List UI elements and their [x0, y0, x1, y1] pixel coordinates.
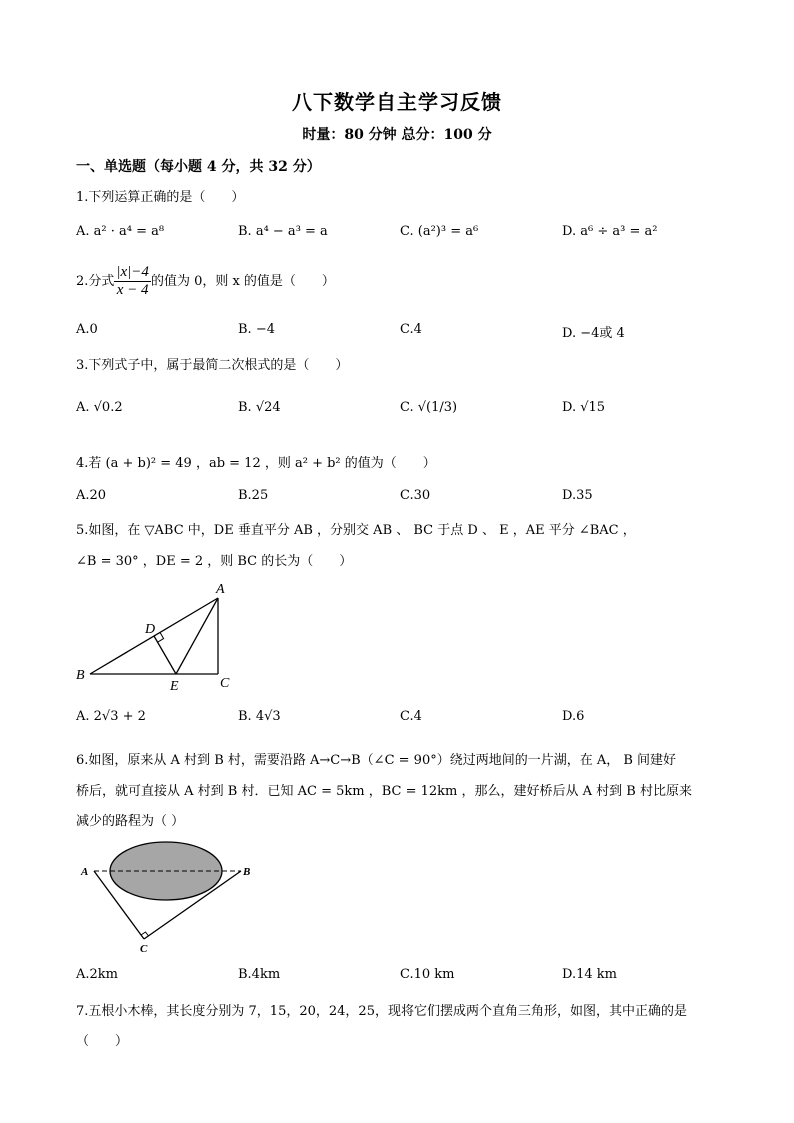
fraction: [114, 264, 151, 299]
label-b: B: [76, 668, 85, 683]
q4-option-d: D.35: [562, 488, 593, 503]
segment-de: [154, 636, 176, 674]
fraction-numerator: |x|−4: [116, 264, 149, 280]
page-title: 八下数学自主学习反馈: [292, 90, 502, 114]
q2-option-d: D. −4或 4: [562, 326, 625, 341]
q3-option-a: A. √0.2: [76, 400, 123, 415]
q6-option-a: A.2km: [76, 967, 118, 982]
question-4-stem: 4.若 (a + b)² = 49 ，ab = 12 ，则 a² + b² 的值为（ ）: [76, 456, 436, 471]
question-6-line-3: 减少的路程为（ ）: [76, 814, 185, 829]
q1-option-d: D. a⁶ ÷ a³ = a²: [562, 224, 658, 239]
q1-option-b: B. a⁴ − a³ = a: [238, 224, 328, 239]
q2-option-b: B. −4: [238, 322, 275, 337]
q5-option-d: D.6: [562, 709, 585, 724]
question-1-stem: 1.下列运算正确的是（ ）: [76, 190, 245, 205]
question-6-line-2: 桥后，就可直接从 A 村到 B 村．已知 AC = 5km ，BC = 12km ，那么，建好桥后从 A 村到 B 村比原来: [76, 784, 692, 799]
q5-option-a: A. 2√3 + 2: [76, 709, 146, 724]
label-c: C: [140, 943, 148, 955]
q3-option-d: D. √15: [562, 400, 606, 415]
q2-suffix: 的值为 0，则 x 的值是（ ）: [150, 274, 335, 289]
section-heading: 一、单选题（每小题 4 分，共 32 分）: [76, 159, 321, 175]
q2-option-a: A.0: [76, 322, 98, 337]
q2-option-c: C.4: [400, 322, 422, 337]
q1-option-c: C. (a²)³ = a⁶: [400, 224, 479, 239]
label-a: A: [81, 866, 89, 878]
lake-bridge-figure: [76, 838, 266, 958]
q5-option-c: C.4: [400, 709, 422, 724]
question-7-line-1: 7.五根小木棒，其长度分别为 7，15，20，24，25，现将它们摆成两个直角三角形，如图，其中正确的是: [76, 1004, 687, 1019]
q5-option-b: B. 4√3: [238, 709, 281, 724]
q6-option-d: D.14 km: [562, 967, 617, 982]
q4-option-a: A.20: [76, 488, 107, 503]
label-d: D: [145, 622, 156, 637]
question-6-line-1: 6.如图，原来从 A 村到 B 村，需要沿路 A→C→B（∠C = 90°）绕过两地间的一片湖，在 A， B 间建好: [76, 753, 677, 768]
triangle-abc-figure: [70, 578, 250, 694]
q6-option-b: B.4km: [238, 967, 281, 982]
q3-option-b: B. √24: [238, 400, 281, 415]
label-c: C: [220, 676, 230, 691]
exam-info: 时量：80 分钟 总分：100 分: [302, 127, 492, 143]
q3-option-c: C. √(1/3): [400, 400, 458, 415]
question-7-line-2: （ ）: [76, 1034, 129, 1049]
question-5-line-1: 5.如图，在 ▽ABC 中，DE 垂直平分 AB ，分别交 AB 、 BC 于点 D 、 E ，AE 平分 ∠BAC ，: [76, 523, 636, 538]
fraction-denominator: x − 4: [116, 282, 149, 298]
q4-option-b: B.25: [238, 488, 269, 503]
q6-option-c: C.10 km: [400, 967, 455, 982]
question-3-stem: 3.下列式子中，属于最简二次根式的是（ ）: [76, 358, 349, 373]
question-5-line-2: ∠B = 30° ，DE = 2 ，则 BC 的长为（ ）: [76, 554, 353, 569]
label-a: A: [216, 582, 225, 597]
q4-option-c: C.30: [400, 488, 431, 503]
label-e: E: [170, 679, 179, 694]
label-b: B: [243, 866, 251, 878]
question-2-stem: [76, 264, 335, 299]
segment-ae: [176, 598, 218, 674]
q2-prefix: 2.分式: [76, 274, 115, 289]
q1-option-a: A. a² · a⁴ = a⁸: [76, 224, 165, 239]
